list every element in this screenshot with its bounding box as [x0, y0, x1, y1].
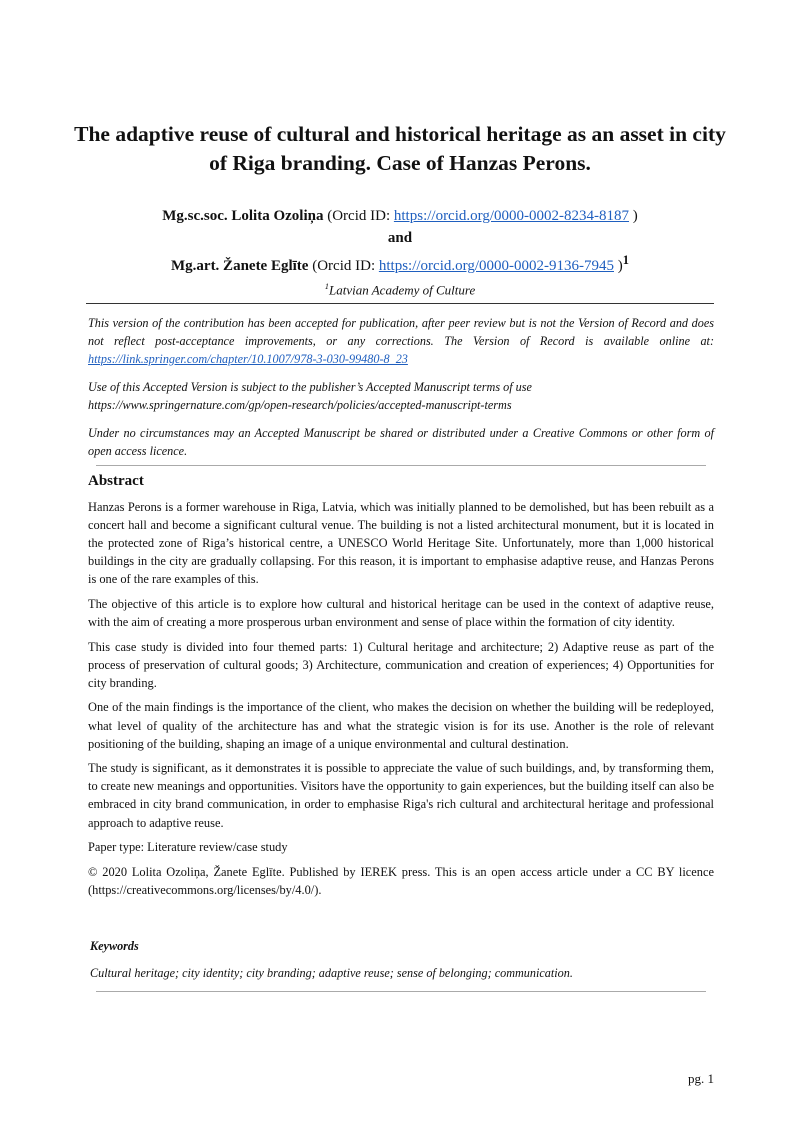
abstract-paragraph: One of the main findings is the importance of the client, who makes the decision on whether the building will be redeployed, what level of quality of the architecture has and what the strategic vision is for its use. Another is the role of relevant positioning of the building, shaping an image of a unique environmental and cultural destination.	[88, 700, 714, 751]
affiliation-name: Latvian Academy of Culture	[329, 282, 476, 298]
orcid-open-2: (Orcid ID:	[308, 258, 379, 274]
author-2-name: Mg.art. Žanete Eglīte	[171, 258, 309, 274]
licence-note: Under no circumstances may an Accepted Manuscript be shared or distributed under a Creative Commons or other form of open access licence.	[88, 426, 714, 458]
author-2-line	[40, 249, 760, 277]
author-1-orcid-link[interactable]: https://orcid.org/0000-0002-8234-8187	[393, 208, 630, 224]
keywords-divider	[96, 991, 706, 992]
version-of-record-link[interactable]: https://link.springer.com/chapter/10.1007/978-3-030-99480-8_23	[88, 352, 408, 366]
accepted-version-note	[88, 314, 714, 368]
publication-notice	[88, 314, 714, 470]
abstract-paragraph: Hanzas Perons is a former warehouse in Riga, Latvia, which was initially planned to be demolished, but has been rebuilt as a concert hall and become a significant cultural venue. The building is not a listed architectural monument, but it is located in the protected zone of Riga’s historical centre, a UNESCO World Heritage Site. Unfortunately, more than 1,000 historical buildings in the city are gradually collapsing. For this reason, it is important to emphasise adaptive reuse, and Hanzas Perons is one of the rare examples of this.	[88, 500, 714, 587]
abstract-section	[88, 471, 714, 905]
author-2-orcid-link[interactable]: https://orcid.org/0000-0002-9136-7945	[378, 258, 614, 274]
abstract-paragraph: The study is significant, as it demonstrates it is possible to appreciate the value of such buildings, and, by transforming them, to create new meanings and opportunities. Visitors have the opportunity to gain experiences, but the building itself can also be embraced in city brand communication, in order to emphasise Riga's rich cultural and architectural heritage and professional approach to adaptive reuse.	[88, 761, 714, 830]
author-1-line	[40, 205, 760, 227]
keywords-heading: Keywords	[90, 939, 139, 953]
header-divider	[86, 303, 714, 304]
orcid-close-2: )	[614, 258, 623, 274]
paper-type: Paper type: Literature review/case study	[88, 840, 288, 855]
copyright-notice: © 2020 Lolita Ozoliņa, Žanete Eglīte. Published by IEREK press. This is an open access article under a CC BY licence (https://creativecommons.org/licenses/by/4.0/).	[88, 864, 714, 897]
orcid-open-1: (Orcid ID:	[323, 208, 394, 224]
author-2-affiliation-mark: 1	[622, 253, 629, 267]
author-conjunction: and	[387, 230, 413, 246]
page-number: pg. 1	[688, 1071, 714, 1086]
author-block	[40, 205, 760, 299]
terms-text: Use of this Accepted Version is subject to the publisher’s Accepted Manuscript terms of use	[88, 380, 532, 394]
keywords-section	[90, 937, 710, 982]
abstract-heading: Abstract	[88, 473, 144, 489]
terms-note	[88, 378, 714, 414]
abstract-paragraph: The objective of this article is to explore how cultural and historical heritage can be used in the context of adaptive reuse, with the aim of creating a more prosperous urban environment and sense of place within the formation of city identity.	[88, 596, 714, 630]
accepted-version-text: This version of the contribution has been accepted for publication, after peer review but is not the Version of Record and does not reflect post-acceptance improvements, or any corrections. The Version of Record is available online at:	[88, 316, 714, 348]
paper-title: The adaptive reuse of cultural and historical heritage as an asset in city of Riga branding. Case of Hanzas Perons.	[74, 122, 726, 175]
terms-url: https://www.springernature.com/gp/open-research/policies/accepted-manuscript-terms	[88, 398, 512, 412]
author-1-name: Mg.sc.soc. Lolita Ozoliņa	[162, 208, 324, 224]
affiliation	[40, 277, 760, 299]
notice-divider	[96, 465, 706, 466]
affiliation-mark: 1	[324, 281, 329, 291]
keywords-list: Cultural heritage; city identity; city branding; adaptive reuse; sense of belonging; communication.	[90, 966, 573, 980]
orcid-close-1: )	[629, 208, 638, 224]
abstract-paragraph: This case study is divided into four themed parts: 1) Cultural heritage and architecture; 2) Adaptive reuse as part of the process of preservation of cultural goods; 3) Architecture, communication and creation of experiences; 4) Opportunities for city branding.	[88, 639, 714, 690]
